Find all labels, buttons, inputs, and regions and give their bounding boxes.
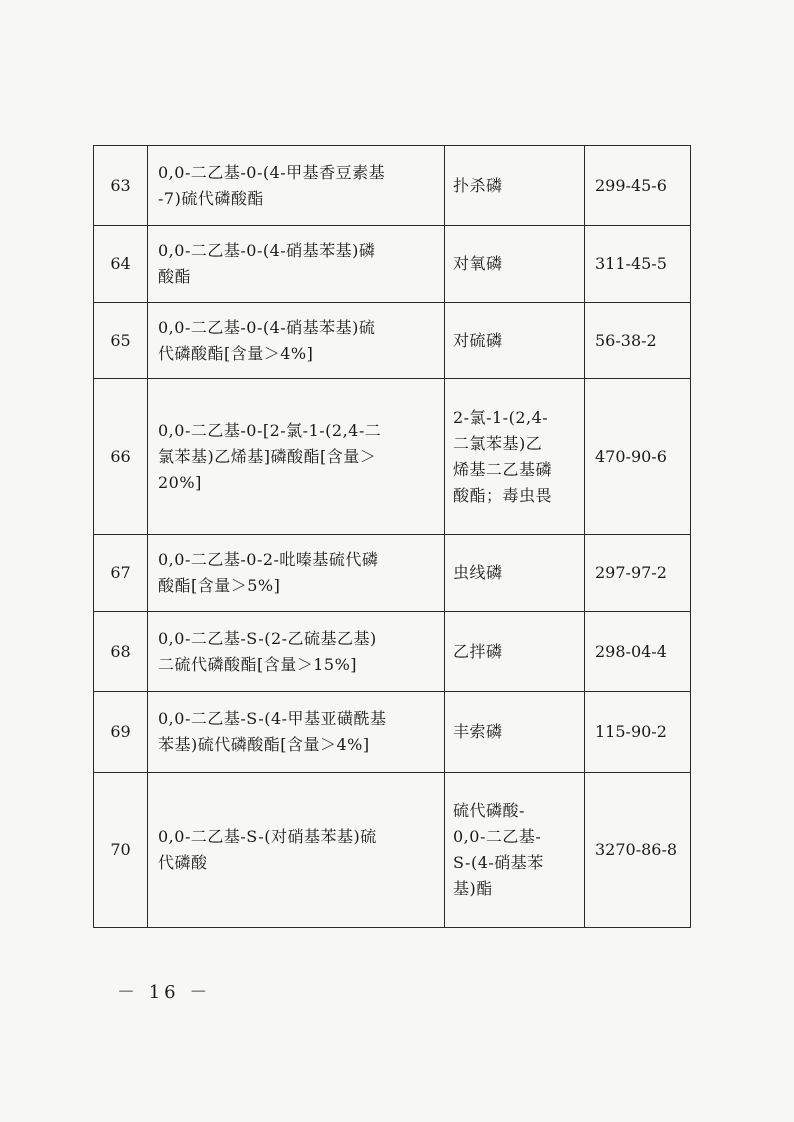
chemical-alias: 硫代磷酸- 0,0-二乙基- S-(4-硝基苯 基)酯 [453,801,544,898]
chemical-name: 0,0-二乙基-0-[2-氯-1-(2,4-二 氯苯基)乙烯基]磷酸酯[含量＞ 20%] [158,420,382,492]
cas-number: 299-45-6 [585,146,691,226]
page-number: － 16 － [117,982,212,1003]
table-row [94,535,691,612]
chemical-name: 0,0-二乙基-0-(4-甲基香豆素基 -7)硫代磷酸酯 [158,162,386,208]
cas-number: 298-04-4 [585,612,691,692]
chemical-name: 0,0-二乙基-0-(4-硝基苯基)硫 代磷酸酯[含量＞4%] [158,317,376,363]
chemical-alias: 对氧磷 [453,254,503,273]
chemical-alias: 对硫磷 [453,330,503,350]
chemical-alias: 虫线磷 [453,563,503,582]
row-number: 63 [94,146,148,226]
chemical-alias: 2-氯-1-(2,4- 二氯苯基)乙 烯基二乙基磷 酸酯；毒虫畏 [453,407,553,505]
row-number: 69 [94,692,148,773]
chemical-alias: 扑杀磷 [453,175,503,195]
table-row [94,146,691,226]
cas-number: 297-97-2 [585,535,691,612]
cas-number: 56-38-2 [585,303,691,379]
row-number: 68 [94,612,148,692]
cas-number: 470-90-6 [585,379,691,535]
table-row [94,773,691,928]
table-row [94,692,691,773]
table-row [94,379,691,535]
chemical-name: 0,0-二乙基-0-(4-硝基苯基)磷 酸酯 [158,241,376,286]
row-number: 70 [94,773,148,928]
chemical-name: 0,0-二乙基-S-(对硝基苯基)硫 代磷酸 [158,827,377,872]
chemical-table [93,145,691,928]
row-number: 66 [94,379,148,535]
row-number: 65 [94,303,148,379]
chemical-name: 0,0-二乙基-0-2-吡嗪基硫代磷 酸酯[含量＞5%] [158,550,379,595]
cas-number: 115-90-2 [585,692,691,773]
row-number: 67 [94,535,148,612]
cas-number: 311-45-5 [585,226,691,303]
table-row [94,303,691,379]
chemical-alias: 乙拌磷 [453,641,503,661]
chemical-name: 0,0-二乙基-S-(2-乙硫基乙基) 二硫代磷酸酯[含量＞15%] [158,628,377,674]
row-number: 64 [94,226,148,303]
cas-number: 3270-86-8 [585,773,691,928]
table-row [94,226,691,303]
chemical-alias: 丰索磷 [453,722,503,741]
table-row [94,612,691,692]
chemical-name: 0,0-二乙基-S-(4-甲基亚磺酰基 苯基)硫代磷酸酯[含量＞4%] [158,709,387,754]
